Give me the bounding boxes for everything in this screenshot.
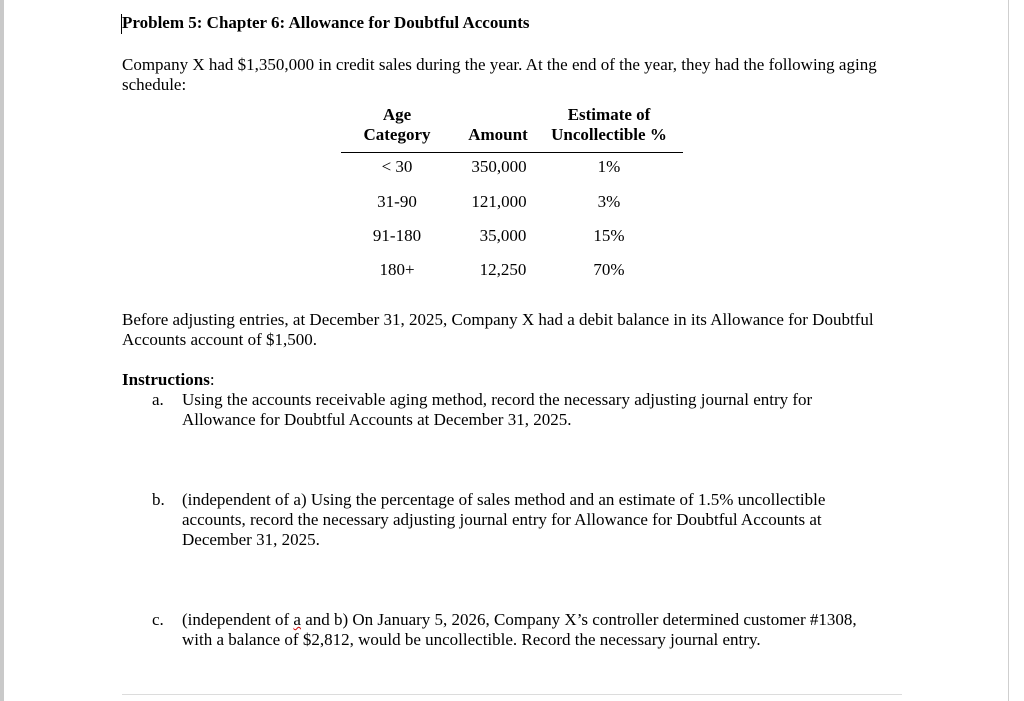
cell-age: 31-90: [377, 192, 417, 211]
intro-paragraph: Company X had $1,350,000 in credit sales during the year. At the end of the year, they had the following aging schedule:: [122, 55, 877, 94]
header-estimate-of: Estimate of: [567, 105, 651, 124]
instructions-heading: [122, 370, 215, 390]
item-label: c.: [152, 610, 164, 629]
item-text-start: (independent of: [182, 610, 294, 629]
cell-pct: 70%: [593, 260, 625, 279]
cell-pct: 3%: [597, 192, 621, 211]
cell-age: < 30: [381, 157, 413, 176]
header-amount: Amount: [468, 125, 528, 144]
cell-amount: 12,250: [479, 260, 527, 279]
item-text-end: and b) On January 5, 2026, Company X’s controller determined customer #1308, with a balance of $2,812, would be uncollectible. Record the necessary journal entry.: [182, 610, 857, 649]
cell-amount: 35,000: [479, 226, 527, 245]
item-text: (independent of a) Using the percentage of sales method and an estimate of 1.5% uncollectible accounts, record the necessary adjusting journal entry for Allowance for Doubtful Accounts at December 31, 2025.: [182, 490, 826, 549]
item-text: Using the accounts receivable aging method, record the necessary adjusting journal entry for Allowance for Doubtful Accounts at December 31, 2025.: [182, 390, 813, 429]
header-uncollectible-pct: Uncollectible %: [551, 125, 667, 144]
table-header-rule: [341, 152, 683, 153]
item-label: b.: [152, 490, 165, 509]
cell-amount: 350,000: [471, 157, 527, 176]
header-category: Category: [363, 125, 431, 144]
bottom-divider: [122, 694, 902, 695]
cell-pct: 15%: [593, 226, 625, 245]
cell-amount: 121,000: [471, 192, 527, 211]
instructions-colon: :: [209, 370, 215, 389]
item-text: [182, 610, 882, 650]
header-age: Age: [382, 105, 412, 124]
cell-pct: 1%: [597, 157, 621, 176]
instructions-label: Instructions: [122, 370, 210, 389]
cell-age: 180+: [379, 260, 415, 279]
before-adjusting-paragraph: Before adjusting entries, at December 31, 2025, Company X had a debit balance in its Allowance for Doubtful Accounts account of $1,500.: [122, 310, 874, 349]
spellcheck-flagged-word[interactable]: a: [293, 610, 301, 629]
problem-title: Problem 5: Chapter 6: Allowance for Doubtful Accounts: [122, 13, 530, 32]
item-label: a.: [152, 390, 164, 409]
cell-age: 91-180: [372, 226, 422, 245]
